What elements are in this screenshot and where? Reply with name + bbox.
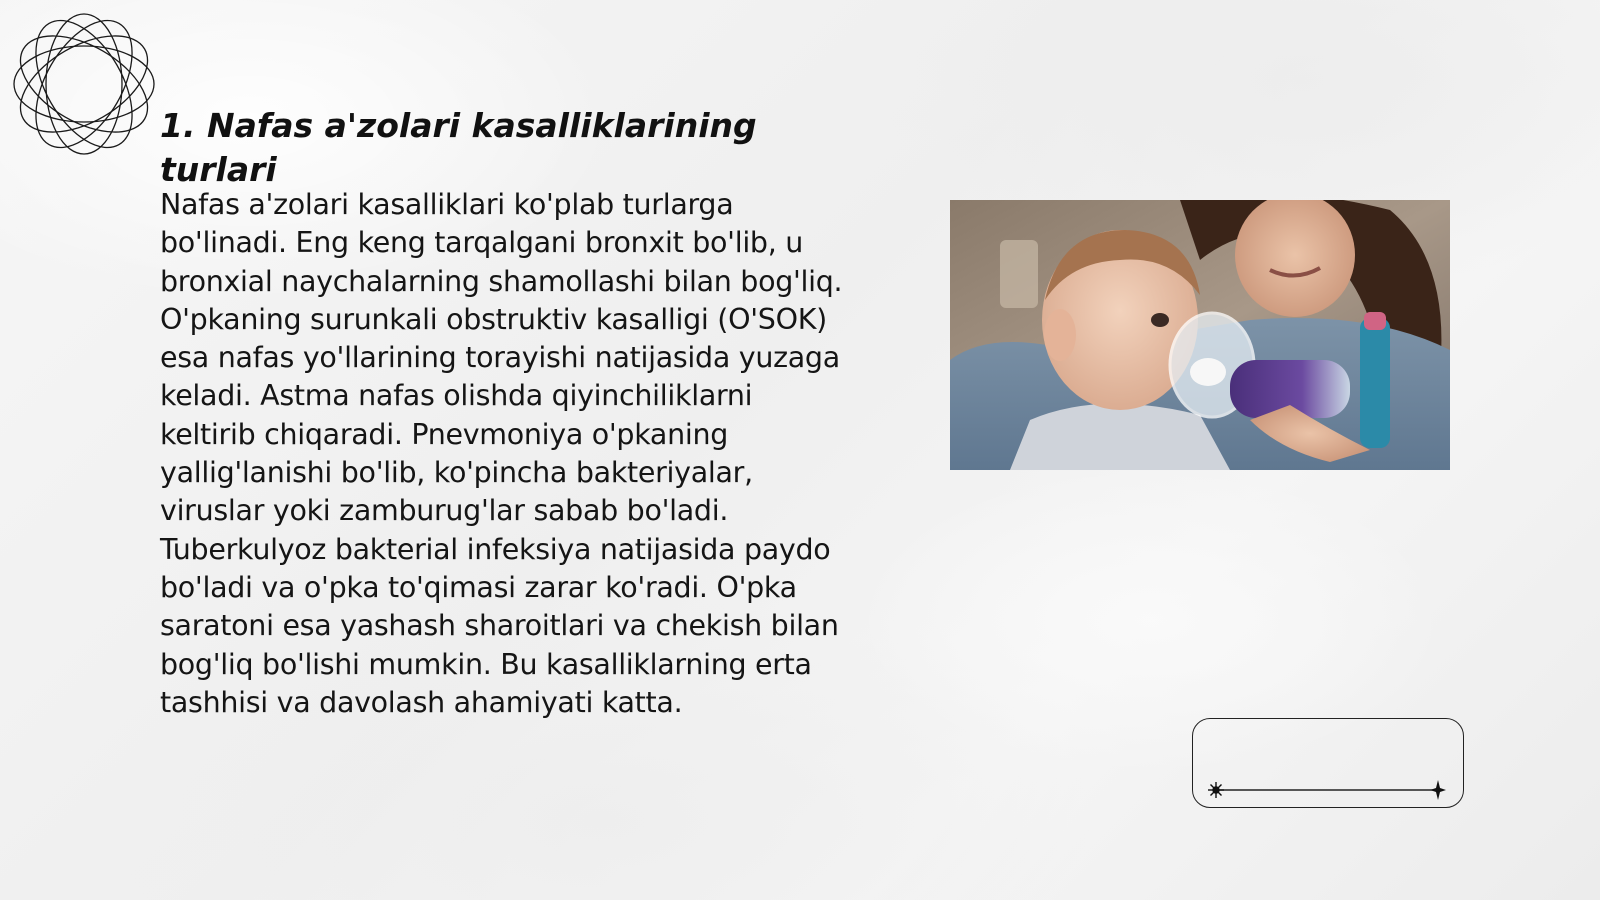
decorative-line-with-stars <box>1208 780 1446 800</box>
photo-child-with-inhaler <box>950 200 1450 470</box>
slide-title: 1. Nafas a'zolari kasalliklarining turlari <box>160 106 757 189</box>
sparkle-star-icon <box>1430 780 1446 800</box>
slide-body-text: Nafas a'zolari kasalliklari ko'plab turlarga bo'linadi. Eng keng tarqalgani bronxit bo'lib, u bronxial naychalarning shamollashi bilan bog'liq. O'pkaning surunkali obstruktiv kasalligi (O'SOK) esa nafas yo'llarining torayishi natijasida yuzaga keladi. Astma nafas olishda qiyinchiliklarni keltirib chiqaradi. Pnevmoniya o'pkaning yallig'lanishi bo'lib, ko'pincha bakteriyalar, viruslar yoki zamburug'lar sabab bo'ladi. Tuberkulyoz bakterial infeksiya natijasida paydo bo'ladi va o'pka to'qimasi zarar ko'radi. O'pka saratoni esa yashash sharoitlari va chekish bilan bog'liq bo'lishi mumkin. Bu kasalliklarning erta tashhisi va davolash ahamiyati katta. <box>160 188 843 719</box>
starburst-icon <box>1208 782 1224 798</box>
circular-line-ornament-icon <box>10 10 158 158</box>
